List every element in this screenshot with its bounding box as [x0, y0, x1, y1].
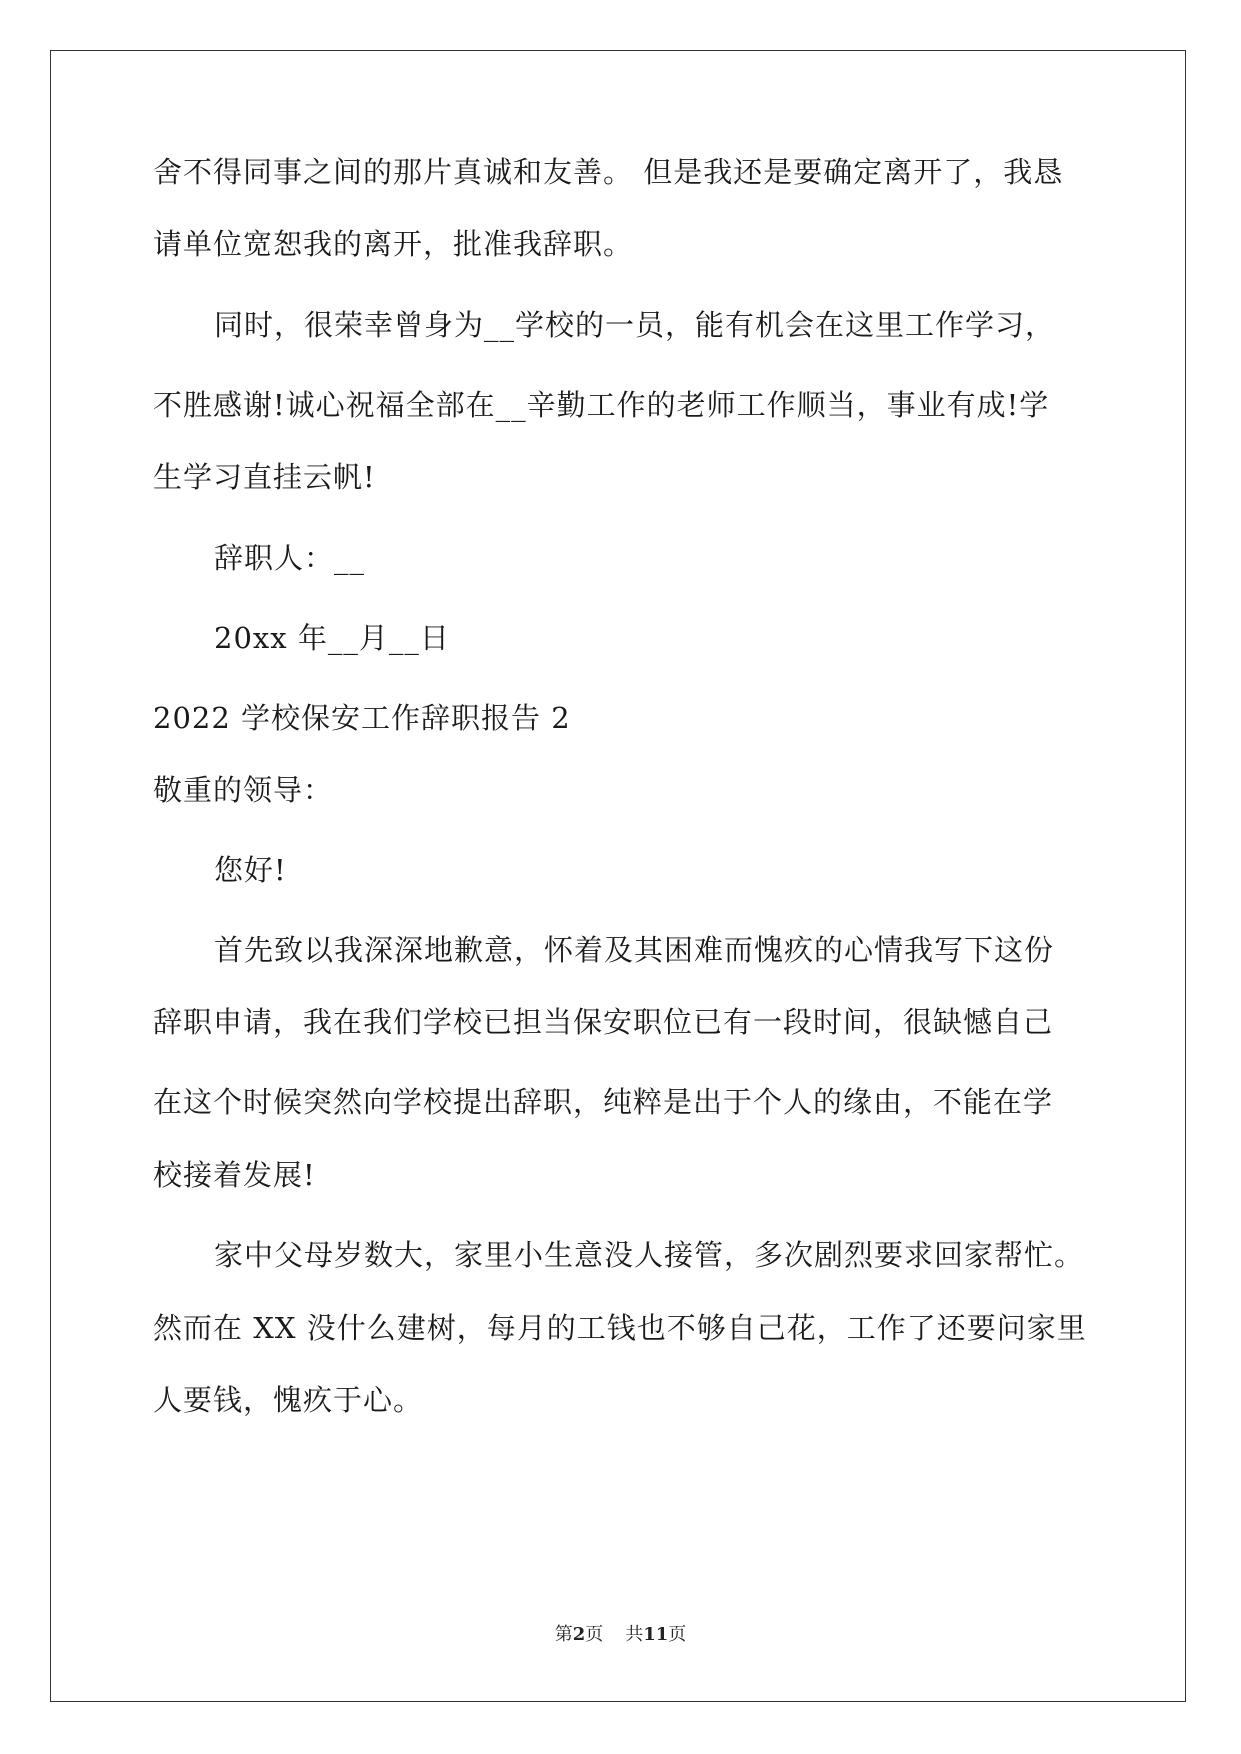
section-title: 2022 学校保安工作辞职报告 2 [153, 701, 571, 735]
body-line-1: 舍不得同事之间的那片真诚和友善。 但是我还是要确定离开了，我恳 [153, 155, 1064, 189]
total-suffix: 页 [668, 1624, 687, 1645]
body-line-5: 生学习直挂云帆! [153, 460, 376, 494]
greeting: 您好! [214, 853, 287, 887]
page-footer [0, 1623, 1241, 1647]
total-pages: 11 [643, 1624, 669, 1645]
body-line-10: 家中父母岁数大，家里小生意没人接管，多次剧烈要求回家帮忙。 [214, 1238, 1085, 1272]
salutation: 敬重的领导： [153, 773, 334, 807]
total-prefix: 共 [625, 1624, 644, 1645]
date-line: 20xx 年__月__日 [214, 621, 450, 655]
body-line-12: 人要钱，愧疚于心。 [153, 1383, 424, 1417]
body-line-6: 首先致以我深深地歉意，怀着及其困难而愧疚的心情我写下这份 [214, 933, 1055, 967]
body-line-4: 不胜感谢!诚心祝福全部在__辛勤工作的老师工作顺当，事业有成!学 [153, 388, 1050, 422]
signature-line: 辞职人：__ [214, 541, 366, 575]
body-line-11: 然而在 XX 没什么建树，每月的工钱也不够自己花，工作了还要问家里 [153, 1311, 1087, 1345]
body-line-9: 校接着发展! [153, 1158, 316, 1192]
page-number: 2 [572, 1624, 586, 1645]
page-suffix: 页 [585, 1624, 604, 1645]
body-line-8: 在这个时候突然向学校提出辞职，纯粹是出于个人的缘由，不能在学 [153, 1085, 1054, 1119]
body-line-2: 请单位宽恕我的离开，批准我辞职。 [153, 227, 634, 261]
page-prefix: 第 [554, 1624, 573, 1645]
body-line-3: 同时，很荣幸曾身为__学校的一员，能有机会在这里工作学习， [214, 308, 1056, 342]
body-line-7: 辞职申请，我在我们学校已担当保安职位已有一段时间，很缺憾自己 [153, 1005, 1054, 1039]
